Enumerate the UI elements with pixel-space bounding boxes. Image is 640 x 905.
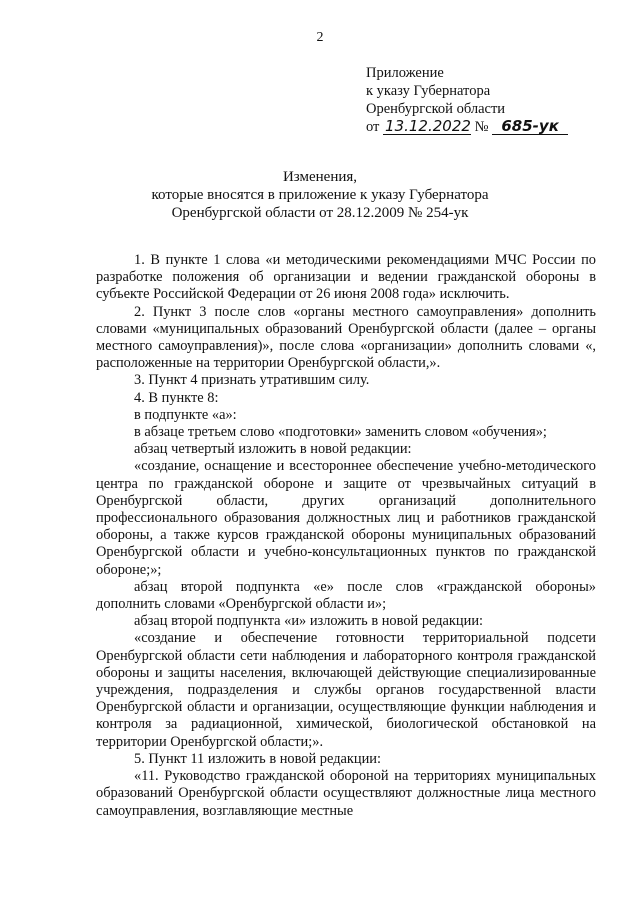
- number-sign: №: [474, 119, 489, 135]
- paragraph: 4. В пункте 8:: [134, 389, 219, 406]
- paragraph: 2. Пункт 3 после слов «органы местного самоуправления» дополнить словами «муниципальных образований Оренбургской области (далее – органы местного самоуправления)», после слова «организации» дополнить словами «, расположенные на территории Оренбургской области,».: [96, 303, 596, 372]
- paragraph: «создание и обеспечение готовности территориальной подсети Оренбургской области сети наблюдения и лабораторного контроля гражданской обороны и защиты населения, включающей действующие специализированные учреждения, подразделения и службы органов государственной власти Оренбургской области и организации, осуществляющие функции наблюдения и контроля за радиационной, химической, биологической обстановкой на территории Оренбургской области;».: [96, 630, 596, 750]
- appendix-date-number-line: [366, 118, 616, 136]
- paragraph: абзац второй подпункта «и» изложить в новой редакции:: [134, 613, 484, 630]
- document-body: [96, 252, 596, 820]
- page-number: 2: [316, 30, 324, 45]
- title-line-1: Изменения,: [282, 169, 358, 185]
- paragraph: «создание, оснащение и всестороннее обеспечение учебно-методического центра по гражданской обороне и защите от чрезвычайных ситуаций в Оренбургской области, других организаций дополнительного профессионального образования должностных лиц и работников гражданской обороны, а также курсов гражданской обороны муниципальных образований Оренбургской области и учебно-консультационных пунктов по гражданской обороне;»;: [96, 458, 596, 578]
- appendix-heading: Приложение: [366, 65, 444, 81]
- paragraph: «11. Руководство гражданской обороной на территориях муниципальных образований Оренбургской области осуществляют должностные лица местного самоуправления, возглавляющие местные: [96, 768, 596, 819]
- paragraph: в абзаце третьем слово «подготовки» заменить словом «обучения»;: [134, 424, 547, 441]
- paragraph: 5. Пункт 11 изложить в новой редакции:: [134, 750, 381, 767]
- paragraph: 1. В пункте 1 слова «и методическими рекомендациями МЧС России по разработке положения об организации и ведении гражданской обороны в субъекте Российской Федерации от 26 июня 2008 года» исключить.: [96, 252, 596, 303]
- paragraph: абзац второй подпункта «е» после слов «гражданской обороны» дополнить словами «Оренбургской области и»;: [96, 578, 596, 613]
- document-title: [0, 168, 640, 222]
- appendix-region: Оренбургской области: [366, 101, 506, 117]
- paragraph: 3. Пункт 4 признать утратившим силу.: [134, 372, 370, 389]
- from-label: от: [366, 119, 380, 135]
- appendix-decree-ref: к указу Губернатора: [366, 83, 491, 99]
- title-line-2: которые вносятся в приложение к указу Губернатора: [151, 187, 489, 203]
- handwritten-date: 13.12.2022: [385, 117, 471, 135]
- paragraph: абзац четвертый изложить в новой редакции:: [134, 441, 412, 458]
- paragraph: в подпункте «а»:: [134, 406, 237, 423]
- handwritten-number: 685-ук: [492, 118, 568, 135]
- appendix-block: [366, 64, 616, 136]
- title-line-3: Оренбургской области от 28.12.2009 № 254-ук: [171, 205, 469, 221]
